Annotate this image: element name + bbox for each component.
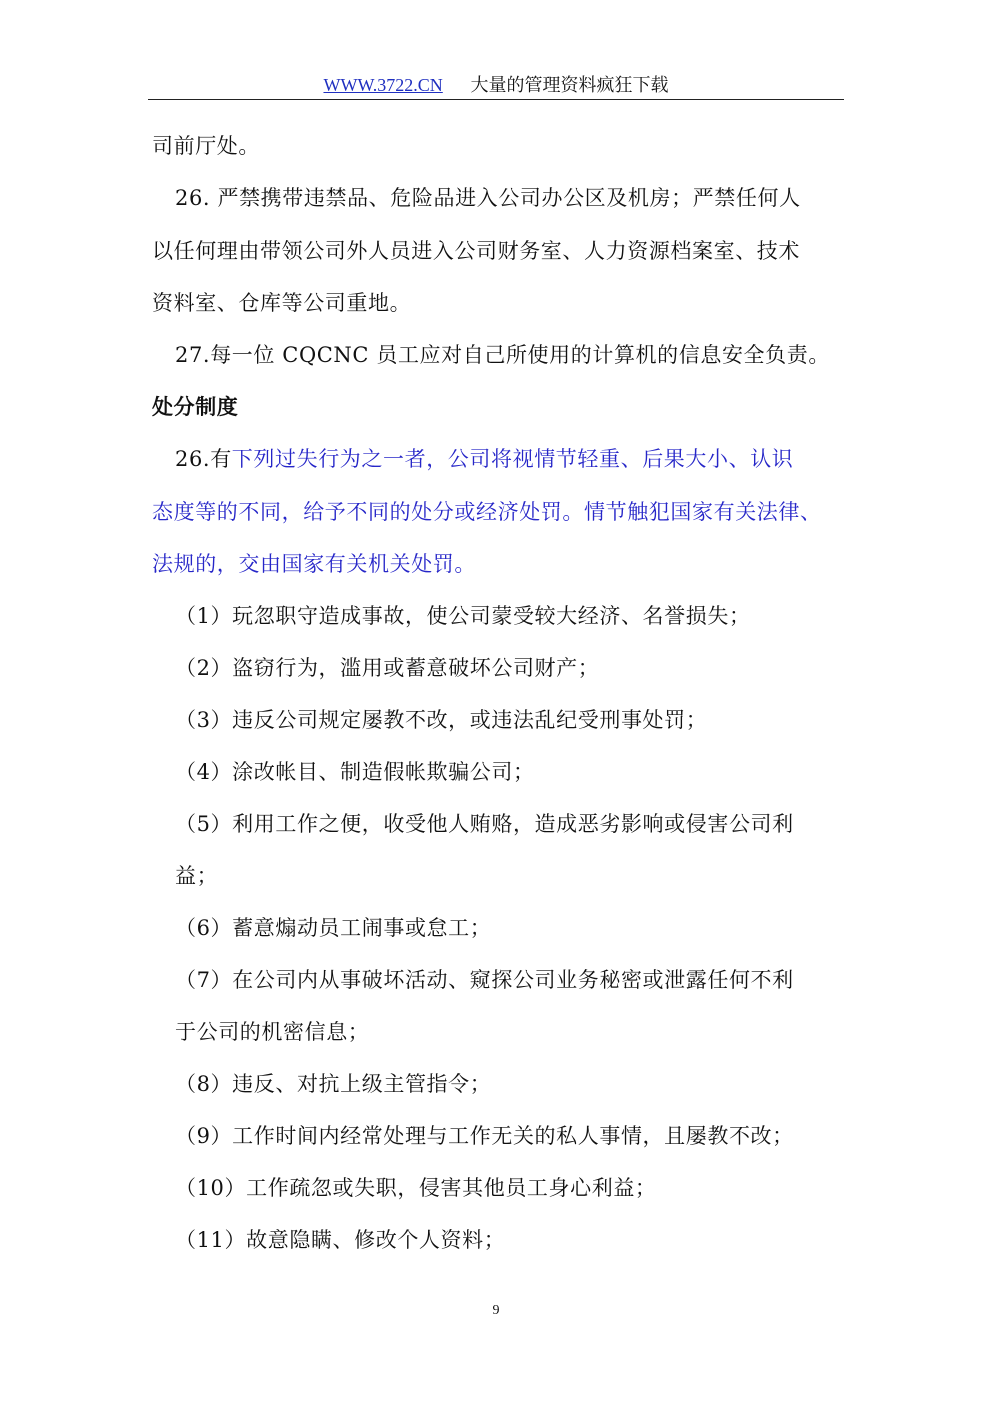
text-line: 司前厅处。 — [152, 134, 260, 158]
text-line: 以任何理由带领公司外人员进入公司财务室、人力资源档案室、技术 — [152, 239, 800, 263]
section-heading: 处分制度 — [152, 395, 239, 419]
list-item: （6）蓄意煽动员工闹事或怠工； — [175, 916, 492, 940]
page-number: 9 — [492, 1303, 500, 1318]
list-item: （3）违反公司规定屡教不改，或违法乱纪受刑事处罚； — [175, 708, 708, 732]
list-item: （9）工作时间内经常处理与工作无关的私人事情，且屡教不改； — [175, 1124, 794, 1148]
text-prefix: 26.有 — [175, 447, 232, 471]
list-item: （4）涂改帐目、制造假帐欺骗公司； — [175, 760, 535, 784]
header-rule — [148, 99, 844, 100]
list-item: （1）玩忽职守造成事故，使公司蒙受较大经济、名誉损失； — [175, 604, 751, 628]
text-line: 27.每一位 CQCNC 员工应对自己所使用的计算机的信息安全负责。 — [175, 343, 830, 367]
list-item: 益； — [175, 864, 219, 888]
list-item: （2）盗窃行为，滥用或蓄意破坏公司财产； — [175, 656, 600, 680]
text-line: 资料室、仓库等公司重地。 — [152, 291, 412, 315]
highlighted-line: 态度等的不同，给予不同的处分或经济处罚。情节触犯国家有关法律、 — [152, 500, 822, 524]
list-item: （8）违反、对抗上级主管指令； — [175, 1072, 492, 1096]
list-item: （11）故意隐瞒、修改个人资料； — [175, 1228, 506, 1252]
highlighted-line: 法规的，交由国家有关机关处罚。 — [152, 552, 476, 576]
text-line — [175, 444, 793, 474]
text-line: 26. 严禁携带违禁品、危险品进入公司办公区及机房；严禁任何人 — [175, 186, 801, 210]
list-item: 于公司的机密信息； — [175, 1020, 370, 1044]
list-item: （7）在公司内从事破坏活动、窥探公司业务秘密或泄露任何不利 — [175, 968, 794, 992]
page-header — [148, 72, 844, 100]
header-slogan: 大量的管理资料疯狂下载 — [470, 75, 669, 96]
list-item: （5）利用工作之便，收受他人贿赂，造成恶劣影响或侵害公司利 — [175, 812, 794, 836]
highlighted-text: 下列过失行为之一者，公司将视情节轻重、后果大小、认识 — [231, 447, 794, 471]
list-item: （10）工作疏忽或失职，侵害其他员工身心利益； — [175, 1176, 657, 1200]
header-site-link[interactable]: WWW.3722.CN — [323, 75, 443, 95]
